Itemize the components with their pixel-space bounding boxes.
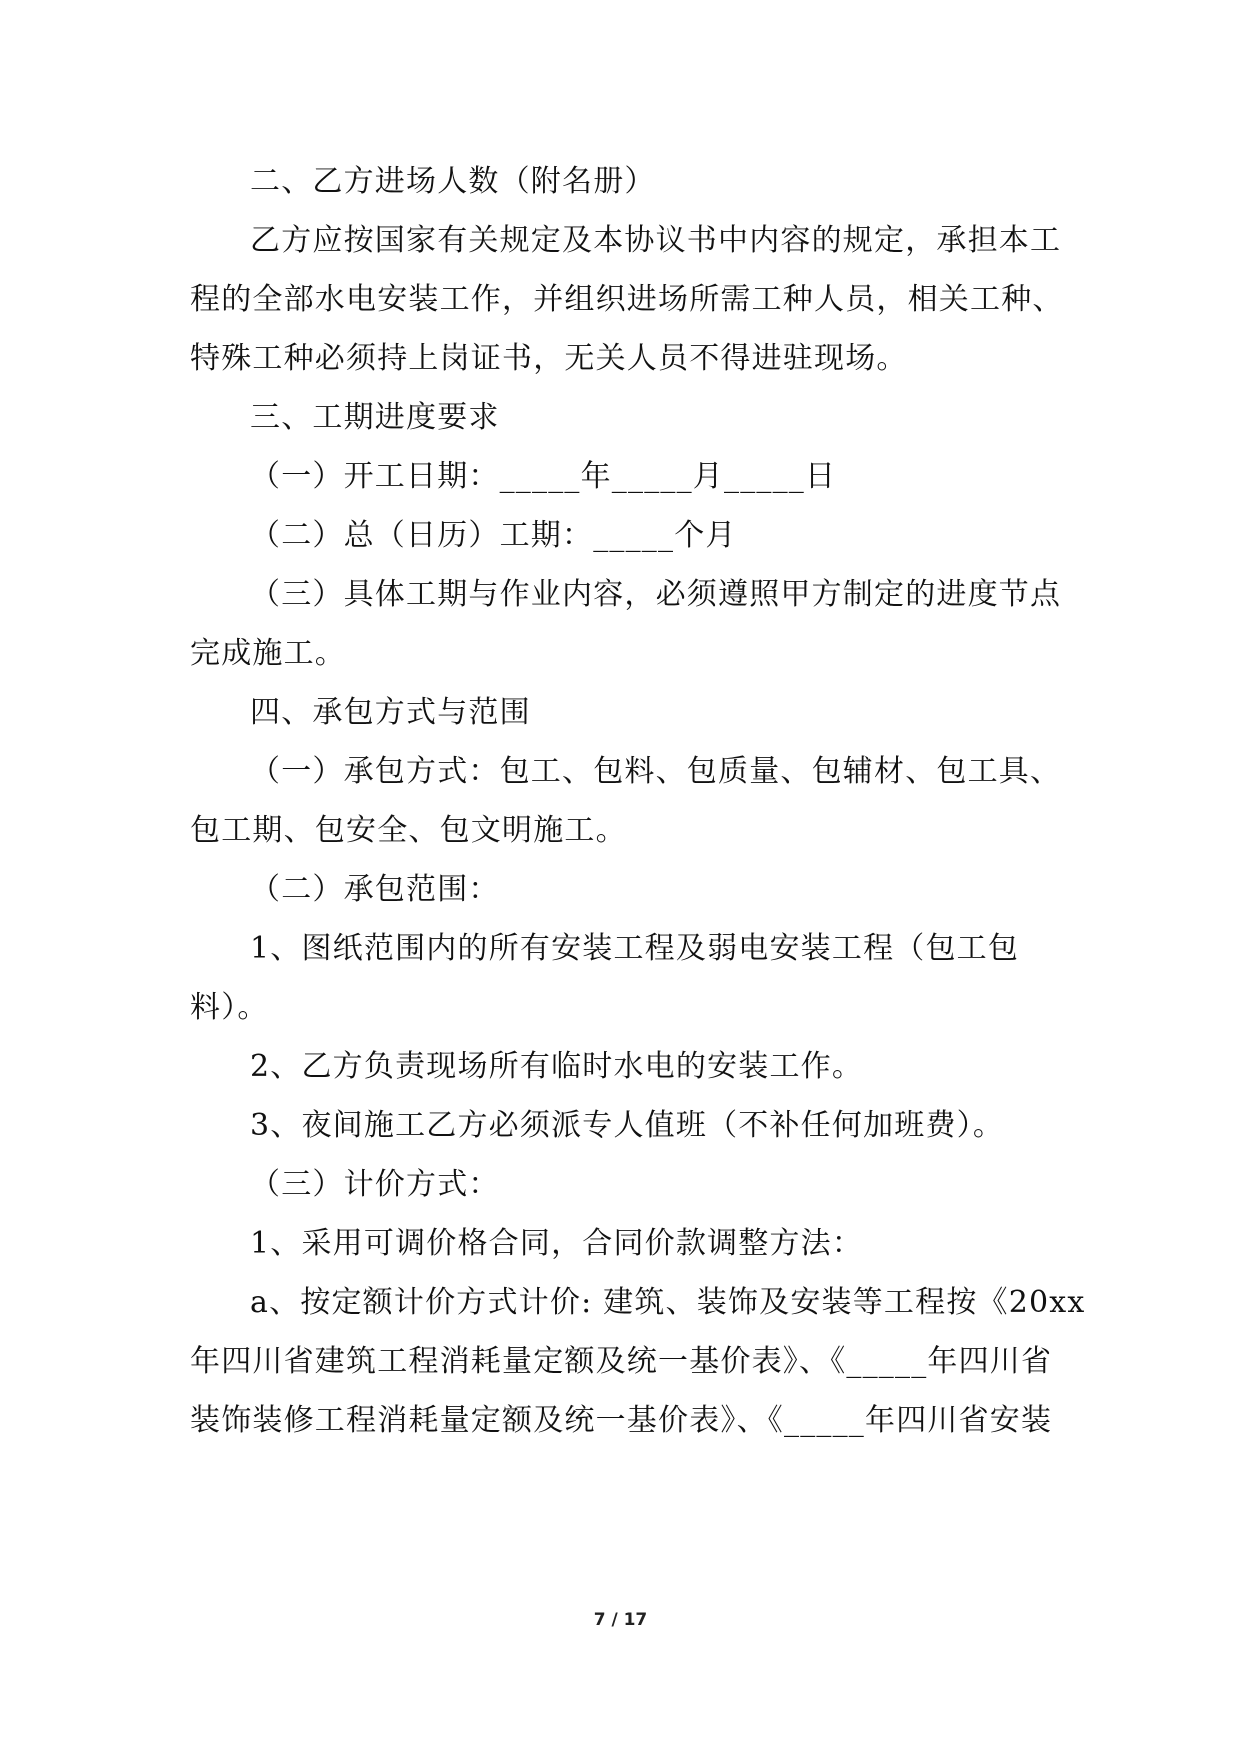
paragraph-line: 包工期、包安全、包文明施工。 [190, 813, 627, 848]
list-item: 2、乙方负责现场所有临时水电的安装工作。 [250, 1049, 864, 1084]
list-item-continuation: 料）。 [190, 990, 269, 1025]
paragraph-line: （一）承包方式：包工、包料、包质量、包辅材、包工具、 [250, 754, 1062, 789]
paragraph-line: 年四川省建筑工程消耗量定额及统一基价表》、《_____年四川省 [190, 1344, 1053, 1379]
section-heading-4: 四、承包方式与范围 [250, 695, 531, 730]
list-item: 3、夜间施工乙方必须派专人值班（不补任何加班费）。 [250, 1108, 1005, 1143]
list-item: 1、采用可调价格合同，合同价款调整方法： [250, 1226, 864, 1261]
paragraph-line: 程的全部水电安装工作，并组织进场所需工种人员，相关工种、 [190, 282, 1064, 317]
paragraph-line: 乙方应按国家有关规定及本协议书中内容的规定，承担本工 [250, 223, 1062, 258]
section-heading-2: 二、乙方进场人数（附名册） [250, 164, 656, 199]
page-number: 7 / 17 [593, 1610, 648, 1630]
section-heading-3: 三、工期进度要求 [250, 400, 500, 435]
subsection-heading: （三）计价方式： [250, 1167, 500, 1202]
list-item: 1、图纸范围内的所有安装工程及弱电安装工程（包工包 [250, 931, 1020, 966]
paragraph-line: （三）具体工期与作业内容，必须遵照甲方制定的进度节点 [250, 577, 1062, 612]
subsection-heading: （二）承包范围： [250, 872, 500, 907]
paragraph-line: 完成施工。 [190, 636, 346, 671]
paragraph-line: 装饰装修工程消耗量定额及统一基价表》、《_____年四川省安装 [190, 1403, 1053, 1438]
paragraph-line: a、按定额计价方式计价: 建筑、装饰及安装等工程按《20xx [250, 1285, 1086, 1320]
duration-line: （二）总（日历）工期：_____个月 [250, 518, 737, 553]
paragraph-line: 特殊工种必须持上岗证书，无关人员不得进驻现场。 [190, 341, 908, 376]
start-date-line: （一）开工日期：_____年_____月_____日 [250, 459, 837, 494]
